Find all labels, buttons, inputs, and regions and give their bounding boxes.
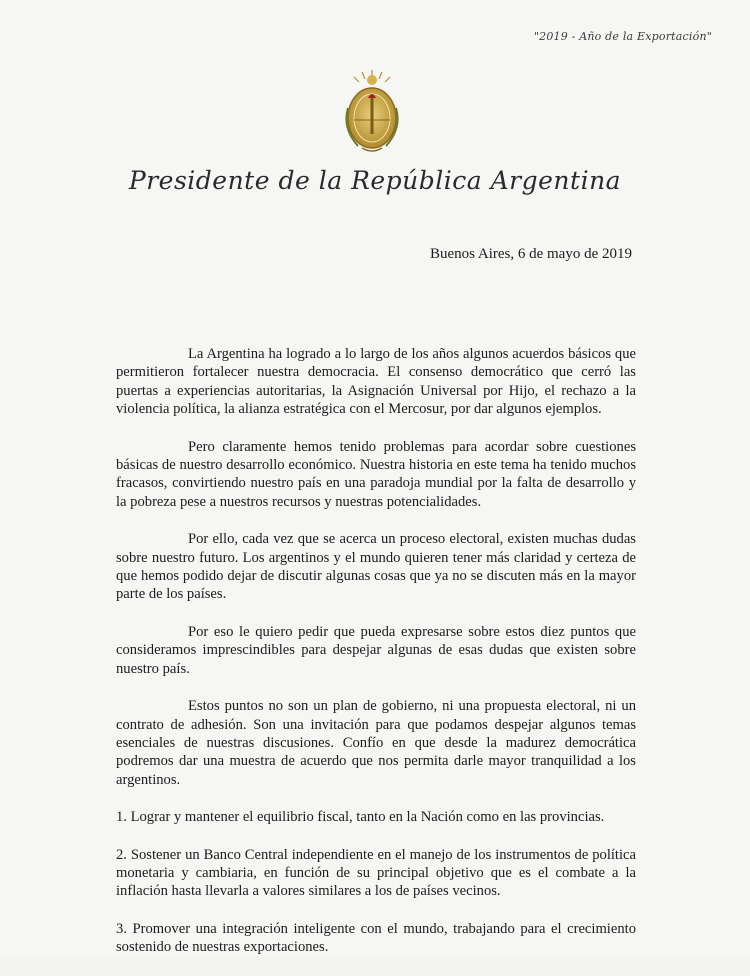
list-item: 1. Lograr y mantener el equilibrio fiscal, tanto en la Nación como en las provincias. bbox=[116, 809, 605, 826]
paragraph: Por eso le quiero pedir que pueda expresarse sobre estos diez puntos que consideramos imprescindibles para despejar algunas de esas dudas que existen sobre nuestro país. bbox=[116, 623, 636, 677]
paragraph: Pero claramente hemos tenido problemas para acordar sobre cuestiones básicas de nuestro desarrollo económico. Nuestra historia en este tema ha tenido muchos fracasos, convirtiendo nuestro país en una paradoja mundial por la falta de desarrollo y la pobreza pese a nuestros recursos y nuestras potencialidades. bbox=[116, 438, 636, 510]
list-item: 3. Promover una integración inteligente con el mundo, trabajando para el crecimiento sostenido de nuestras exportaciones. bbox=[116, 920, 636, 956]
paragraph: La Argentina ha logrado a lo largo de los años algunos acuerdos básicos que permitieron fortalecer nuestra democracia. El consenso democrático que cerró las puertas a experiencias autoritarias, la Asignación Universal por Hijo, el rechazo a la violencia política, la alianza estratégica con el Mercosur, por dar algunos ejemplos. bbox=[116, 346, 636, 418]
paragraph: Estos puntos no son un plan de gobierno, ni una propuesta electoral, ni un contrato de adhesión. Son una invitación para que podamos despejar algunos temas esenciales de nuestras discusiones. Confío en que desde la madurez democrática podremos dar una muestra de acuerdo que nos permita darle mayor tranquilidad a los argentinos. bbox=[116, 698, 636, 788]
national-seal-icon bbox=[338, 68, 406, 156]
letter-body bbox=[116, 345, 636, 976]
year-motto: "2019 - Año de la Exportación" bbox=[533, 30, 712, 43]
list-item: 2. Sostener un Banco Central independiente en el manejo de los instrumentos de política monetaria y cambiaria, en función de su principal objetivo que es el combate a la inflación hasta llevarla a valores similares a los de países vecinos. bbox=[116, 846, 636, 900]
letter-date: Buenos Aires, 6 de mayo de 2019 bbox=[429, 246, 632, 262]
paragraph: Por ello, cada vez que se acerca un proceso electoral, existen muchas dudas sobre nuestro futuro. Los argentinos y el mundo quieren tener más claridad y certeza de que hemos podido dejar de discutir algunas cosas que ya no se discuten más en la mayor parte de los países. bbox=[116, 531, 636, 603]
letterhead-title: Presidente de la República Argentina bbox=[128, 166, 622, 195]
